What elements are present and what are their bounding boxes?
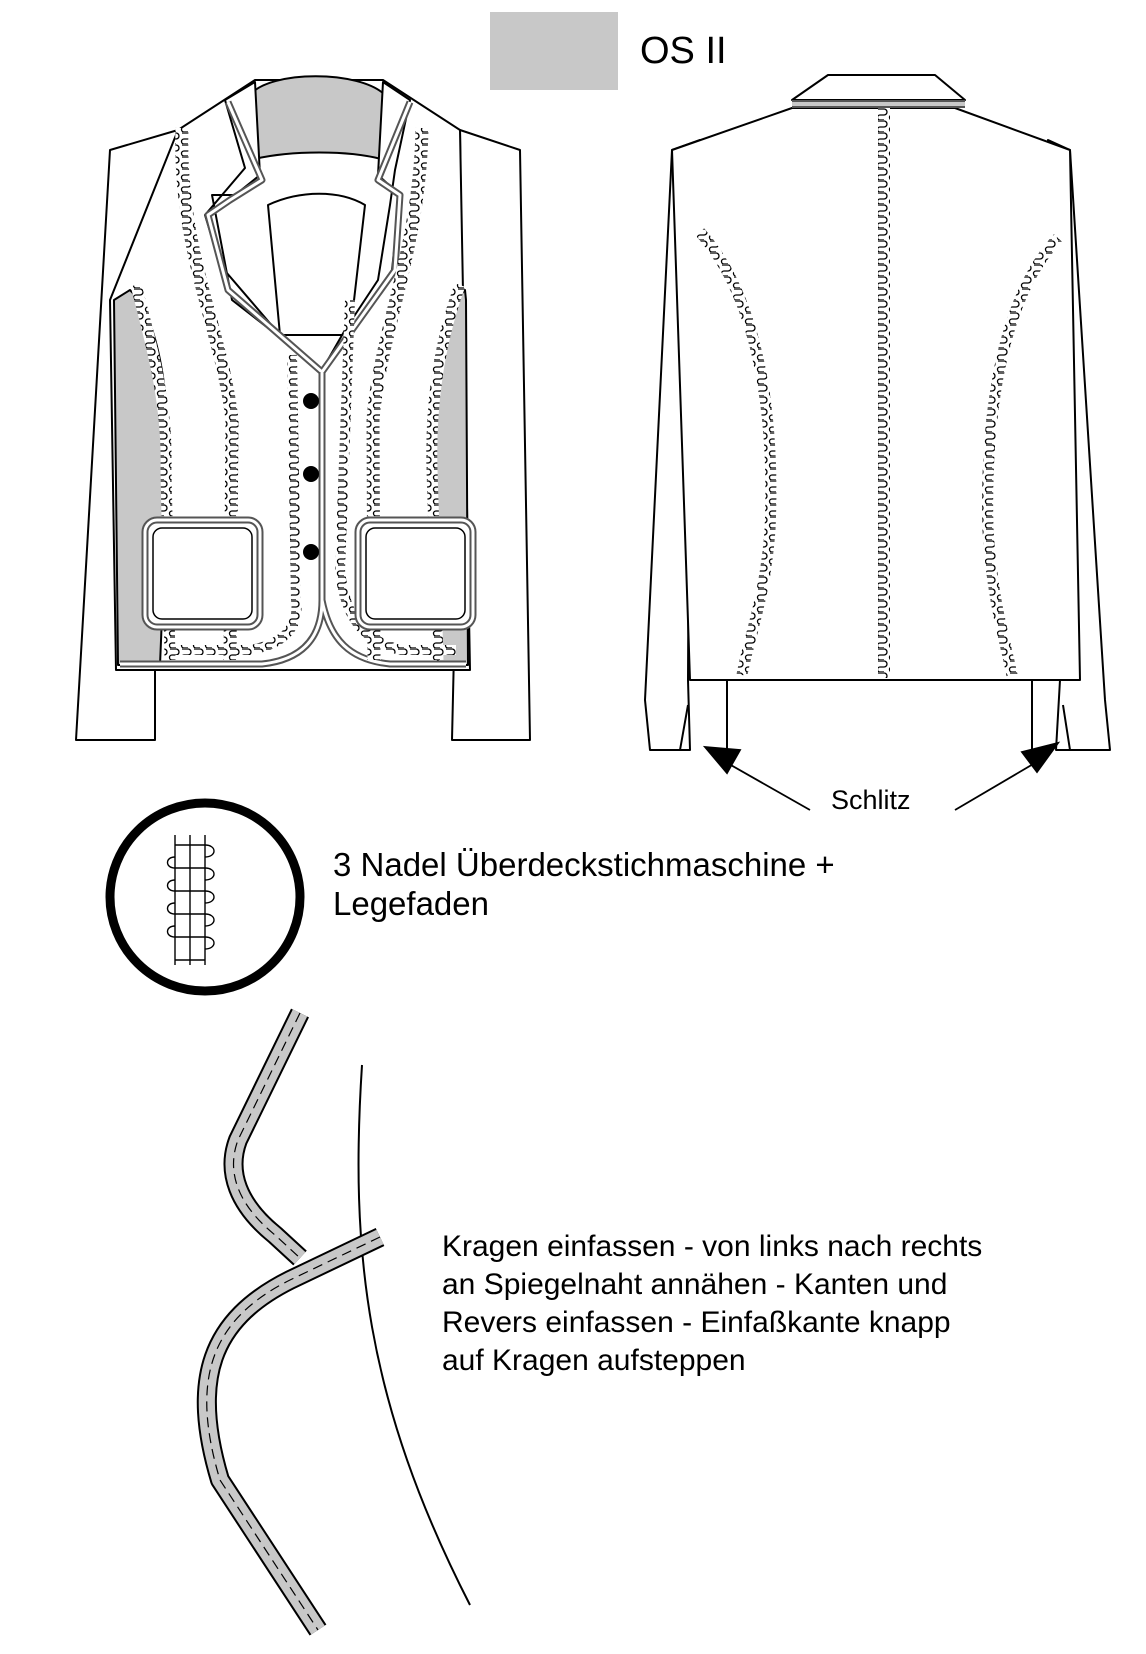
stitch-legend-line: 3 Nadel Überdeckstichmaschine + xyxy=(333,846,835,883)
front-collar-stand xyxy=(250,76,385,160)
stitch-legend-line: Legefaden xyxy=(333,885,489,922)
binding-detail xyxy=(207,1013,470,1630)
coverstitch-symbol-icon xyxy=(110,803,300,991)
color-swatch xyxy=(490,12,618,90)
jacket-back xyxy=(645,75,1110,750)
model-code: OS II xyxy=(640,30,727,72)
instruction-line: an Spiegelnaht annähen - Kanten und xyxy=(442,1268,948,1301)
back-collar xyxy=(792,75,965,100)
jacket-front xyxy=(76,76,530,740)
binding-strip-lower xyxy=(207,1237,380,1630)
stitch-legend-label xyxy=(333,845,835,923)
instruction-line: auf Kragen aufsteppen xyxy=(442,1344,746,1377)
instruction-line: Revers einfassen - Einfaßkante knapp xyxy=(442,1306,951,1339)
slit-label: Schlitz xyxy=(831,785,911,815)
arrow-icon xyxy=(705,747,740,773)
front-pocket-right xyxy=(358,520,473,627)
front-pocket-left xyxy=(145,520,260,627)
back-body xyxy=(672,108,1080,680)
instruction-line: Kragen einfassen - von links nach rechts xyxy=(442,1230,983,1263)
instruction-note xyxy=(442,1228,982,1380)
